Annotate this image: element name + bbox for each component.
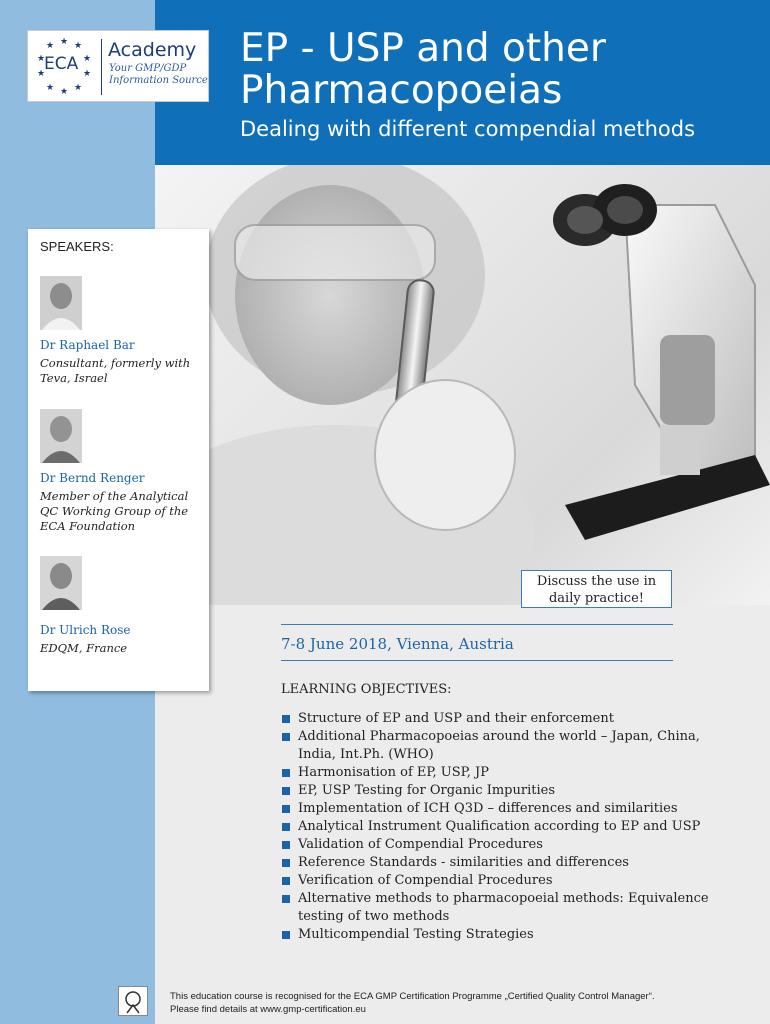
objective-item <box>281 710 721 728</box>
objective-text: Structure of EP and USP and their enforcement <box>298 711 614 726</box>
objective-text: Reference Standards - similarities and differences <box>298 855 629 870</box>
eca-academy-logo <box>27 30 209 102</box>
svg-text:★: ★ <box>36 69 46 79</box>
svg-text:★: ★ <box>45 83 55 93</box>
lab-scene-illustration <box>155 165 770 605</box>
objectives-list <box>281 710 721 944</box>
logo-divider <box>101 39 102 95</box>
date-top-rule <box>281 624 673 625</box>
course-title-line2: Pharmacopoeias <box>240 68 563 113</box>
objective-item <box>281 818 721 836</box>
certification-icon <box>118 986 148 1016</box>
callout-box <box>521 570 672 608</box>
speaker-name: Dr Raphael Bar <box>40 338 135 352</box>
objectives-heading: LEARNING OBJECTIVES: <box>281 682 452 697</box>
square-bullet-icon <box>282 841 290 849</box>
objective-text: Alternative methods to pharmacopoeial methods: Equivalence testing of two methods <box>298 891 709 924</box>
objective-item <box>281 854 721 872</box>
objective-item <box>281 836 721 854</box>
svg-text:★: ★ <box>73 83 83 93</box>
callout-line2: daily practice! <box>548 591 644 606</box>
logo-tagline-line2: Information Source <box>109 75 208 86</box>
objective-item <box>281 890 721 926</box>
square-bullet-icon <box>282 895 290 903</box>
speaker-photo <box>40 409 82 463</box>
certification-note <box>170 990 655 1016</box>
lab-photo <box>155 165 770 605</box>
logo-eca-text: ECA <box>44 54 79 74</box>
objective-text: Validation of Compendial Procedures <box>298 837 543 852</box>
svg-text:★: ★ <box>45 41 55 51</box>
speaker-role: Member of the Analytical QC Working Group of the ECA Foundation <box>40 489 189 533</box>
speaker-name: Dr Ulrich Rose <box>40 623 131 637</box>
objective-item <box>281 800 721 818</box>
square-bullet-icon <box>282 931 290 939</box>
speaker-name: Dr Bernd Renger <box>40 471 145 485</box>
objective-text: Analytical Instrument Qualification according to EP and USP <box>298 819 701 834</box>
date-bottom-rule <box>281 660 673 661</box>
objective-item <box>281 728 721 764</box>
speaker-photo <box>40 556 82 610</box>
objective-item <box>281 764 721 782</box>
square-bullet-icon <box>282 859 290 867</box>
square-bullet-icon <box>282 769 290 777</box>
objective-text: Multicompendial Testing Strategies <box>298 927 534 942</box>
speakers-heading: SPEAKERS: <box>40 239 114 254</box>
objective-item <box>281 782 721 800</box>
speakers-box <box>28 229 209 691</box>
course-title <box>240 28 760 112</box>
svg-text:★: ★ <box>73 41 83 51</box>
objective-item <box>281 926 721 944</box>
speaker-role: EDQM, France <box>40 641 128 655</box>
square-bullet-icon <box>282 877 290 885</box>
objective-text: EP, USP Testing for Organic Impurities <box>298 783 555 798</box>
objective-text: Additional Pharmacopoeias around the world – Japan, China, India, Int.Ph. (WHO) <box>298 729 700 762</box>
square-bullet-icon <box>282 733 290 741</box>
square-bullet-icon <box>282 715 290 723</box>
svg-text:★: ★ <box>82 69 92 79</box>
objective-text: Harmonisation of EP, USP, JP <box>298 765 489 780</box>
svg-text:★: ★ <box>59 87 69 97</box>
callout-line1: Discuss the use in <box>536 574 657 589</box>
objective-text: Implementation of ICH Q3D – differences and similarities <box>298 801 678 816</box>
logo-tagline <box>109 63 208 87</box>
square-bullet-icon <box>282 805 290 813</box>
course-subtitle: Dealing with different compendial methods <box>240 117 696 141</box>
event-date: 7-8 June 2018, Vienna, Austria <box>281 635 514 653</box>
square-bullet-icon <box>282 787 290 795</box>
certification-note-line2: Please find details at www.gmp-certification.eu <box>170 1004 366 1015</box>
svg-text:★: ★ <box>36 54 46 64</box>
speaker-role: Consultant, formerly with Teva, Israel <box>40 356 191 385</box>
svg-text:★: ★ <box>59 37 69 47</box>
course-title-line1: EP - USP and other <box>240 26 606 71</box>
objective-item <box>281 872 721 890</box>
logo-tagline-line1: Your GMP/GDP <box>109 63 187 74</box>
objective-text: Verification of Compendial Procedures <box>298 873 553 888</box>
certification-note-line1: This education course is recognised for the ECA GMP Certification Programme „Certified Quality Control Manager“. <box>170 991 655 1002</box>
svg-text:★: ★ <box>82 54 92 64</box>
logo-academy-text: Academy <box>108 39 197 61</box>
square-bullet-icon <box>282 823 290 831</box>
speaker-photo <box>40 276 82 330</box>
